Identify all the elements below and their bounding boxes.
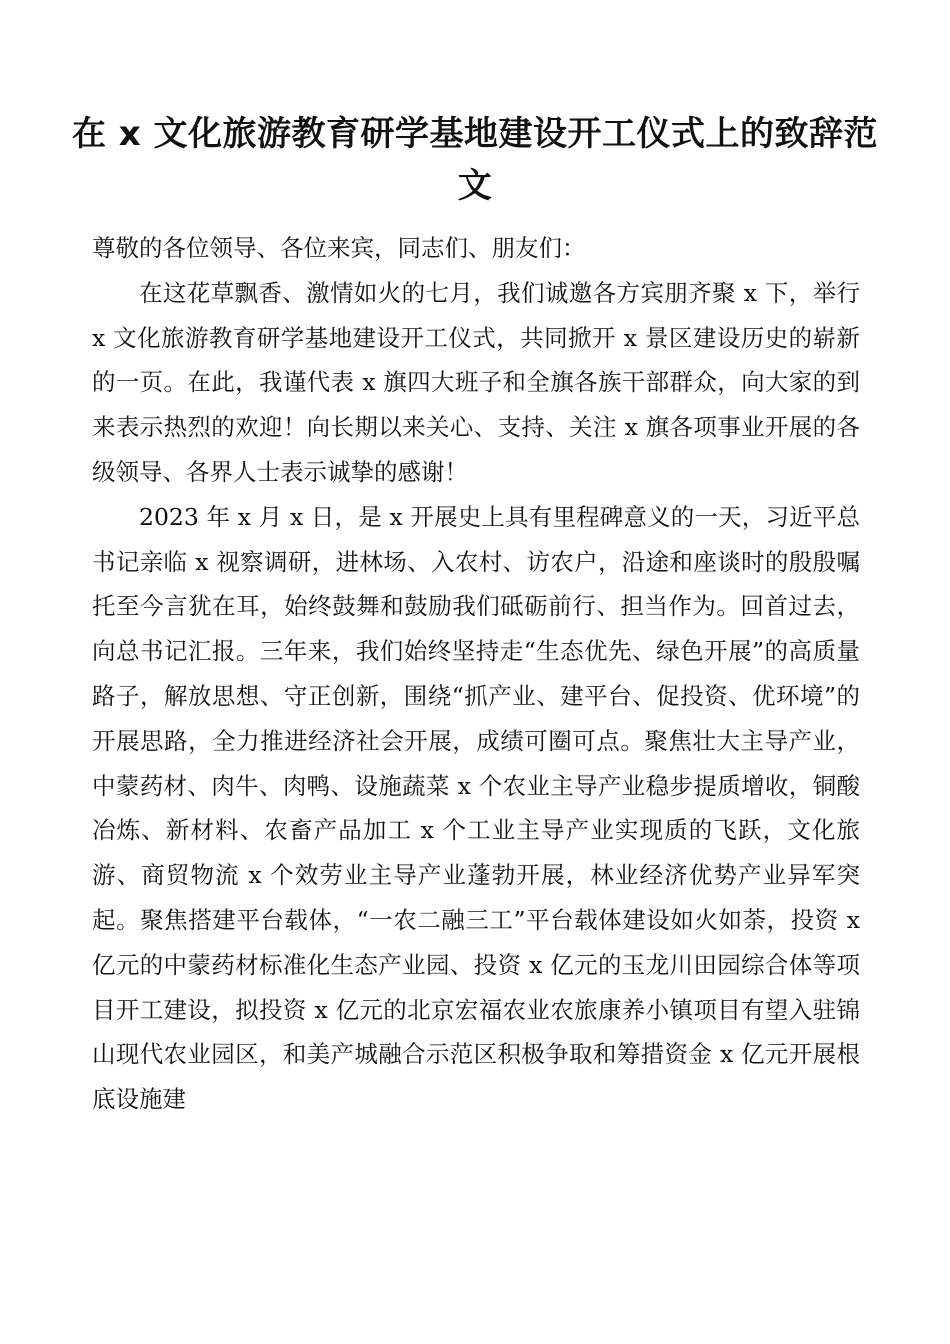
salutation: 尊敬的各位领导、各位来宾，同志们、朋友们：	[92, 234, 586, 262]
document-body	[92, 226, 860, 1122]
paragraph-achievements: 2023 年 x 月 x 日，是 x 开展史上具有里程碑意义的一天，习近平总书记亲临 x 视察调研，进林场、入农村、访农户，沿途和座谈时的殷殷嘱托至今言犹在耳，始终鼓舞和鼓励我们砥砺前行、担当作为。回首过去，向总书记汇报。三年来，我们始终坚持走“生态优先、绿色开展”的高质量路子，解放思想、守正创新，围绕“抓产业、建平台、促投资、优环境”的开展思路，全力推进经济社会开展，成绩可圈可点。聚焦壮大主导产业，中蒙药材、肉牛、肉鸭、设施蔬菜 x 个农业主导产业稳步提质增收，铜酸冶炼、新材料、农畜产品加工 x 个工业主导产业实现质的飞跃，文化旅游、商贸物流 x 个效劳业主导产业蓬勃开展，林业经济优势产业异军突起。聚焦搭建平台载体，“一农二融三工”平台载体建设如火如荼，投资 x 亿元的中蒙药材标准化生态产业园、投资 x 亿元的玉龙川田园综合体等项目开工建设，拟投资 x 亿元的北京宏福农业农旅康养小镇项目有望入驻锦山现代农业园区，和美产城融合示范区积极争取和筹措资金 x 亿元开展根底设施建	[92, 502, 860, 1114]
paragraph-welcome: 在这花草飘香、激情如火的七月，我们诚邀各方宾朋齐聚 x 下，举行 x 文化旅游教育研学基地建设开工仪式，共同掀开 x 景区建设历史的崭新的一页。在此，我谨代表 x 旗四大班子和全旗各族干部群众，向大家的到来表示热烈的欢迎！向长期以来关心、支持、关注 x 旗各项事业开展的各级领导、各界人士表示诚挚的感谢！	[92, 278, 860, 486]
document-title: 在 x 文化旅游教育研学基地建设开工仪式上的致辞范文	[71, 114, 879, 206]
